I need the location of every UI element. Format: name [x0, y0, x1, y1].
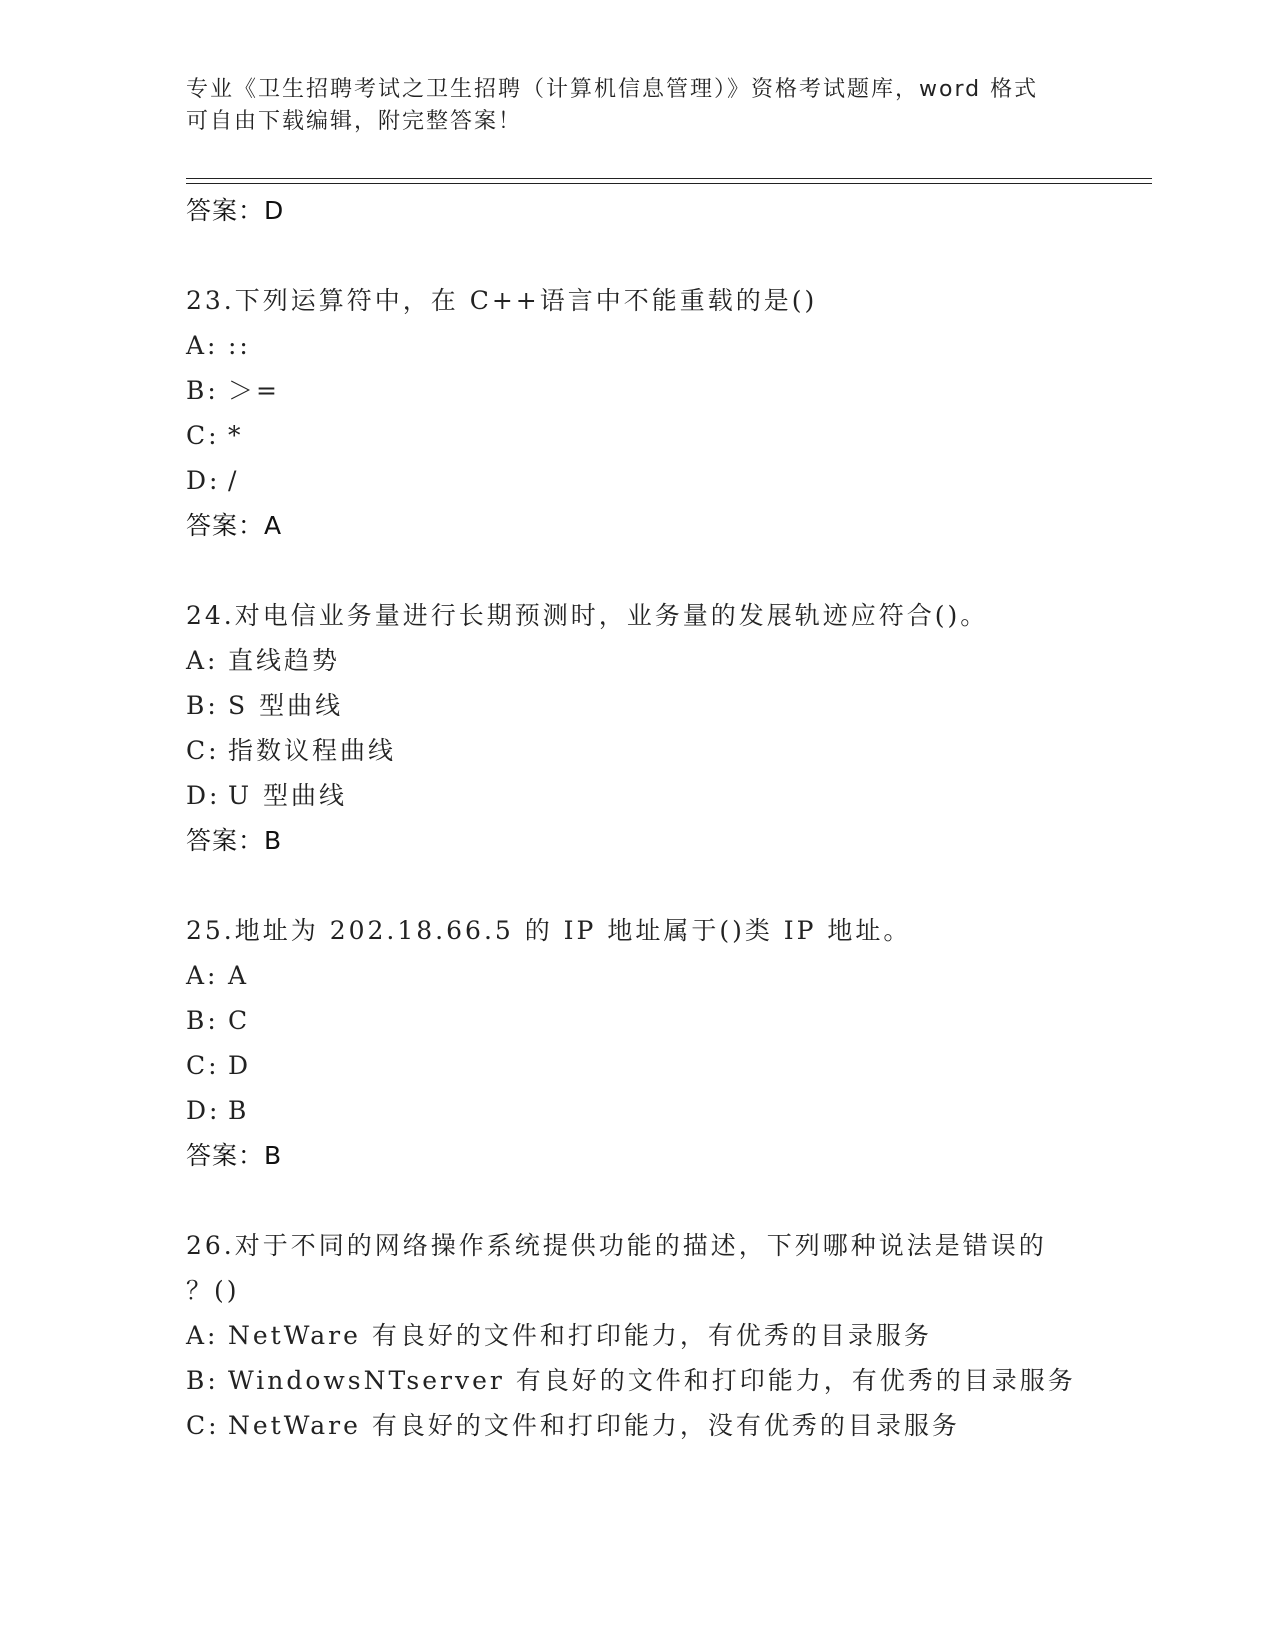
option-a [186, 953, 1086, 998]
option-b [186, 998, 1086, 1043]
previous-answer: 答案：D [186, 196, 285, 225]
question-list [186, 188, 1086, 1448]
header-line-2: 可自由下载编辑，附完整答案！ [186, 109, 523, 134]
answer-line: 答案：B [186, 1141, 283, 1170]
header-divider-bottom [186, 183, 1152, 184]
option-key: D: [186, 1096, 221, 1125]
option-text: 指数议程曲线 [228, 736, 397, 765]
option-key: A: [186, 1321, 219, 1350]
option-text: C [228, 1006, 251, 1035]
option-key: C: [186, 1051, 220, 1080]
question-stem-line-1: 26.对于不同的网络操作系统提供功能的描述，下列哪种说法是错误的 [186, 1231, 1047, 1260]
option-text: 直线趋势 [228, 646, 341, 675]
option-text: B [228, 1096, 250, 1125]
option-text: NetWare 有良好的文件和打印能力，有优秀的目录服务 [228, 1321, 932, 1350]
option-key: B: [186, 1366, 219, 1395]
option-key: D: [186, 781, 221, 810]
option-text: WindowsNTserver 有良好的文件和打印能力，有优秀的目录服务 [228, 1366, 1076, 1395]
option-a [186, 323, 1086, 368]
option-b [186, 368, 1086, 413]
option-key: B: [186, 1006, 219, 1035]
option-text: U 型曲线 [228, 781, 348, 810]
option-key: C: [186, 421, 220, 450]
option-key: B: [186, 691, 219, 720]
option-text: A [228, 961, 250, 990]
option-key: D: [186, 466, 221, 495]
option-key: C: [186, 736, 220, 765]
document-header [186, 74, 1086, 138]
option-text: :: [228, 331, 251, 360]
option-key: A: [186, 646, 219, 675]
option-text: ＞= [228, 376, 280, 405]
question-stem: 23.下列运算符中，在 C++语言中不能重载的是() [186, 286, 818, 315]
answer-line: 答案：B [186, 826, 283, 855]
option-b [186, 1358, 1086, 1403]
option-key: C: [186, 1411, 220, 1440]
option-b [186, 683, 1086, 728]
option-c [186, 1043, 1086, 1088]
question-24 [186, 593, 1086, 863]
option-d [186, 1088, 1086, 1133]
question-23 [186, 278, 1086, 548]
option-d [186, 773, 1086, 818]
option-c [186, 728, 1086, 773]
header-divider-top [186, 178, 1152, 179]
option-c [186, 1403, 1086, 1448]
question-stem: 25.地址为 202.18.66.5 的 IP 地址属于()类 IP 地址。 [186, 916, 912, 945]
answer-line: 答案：A [186, 511, 283, 540]
option-d [186, 458, 1086, 503]
option-a [186, 638, 1086, 683]
option-text: NetWare 有良好的文件和打印能力，没有优秀的目录服务 [228, 1411, 960, 1440]
option-c [186, 413, 1086, 458]
option-text: D [228, 1051, 252, 1080]
question-stem: 24.对电信业务量进行长期预测时，业务量的发展轨迹应符合()。 [186, 601, 989, 630]
option-key: A: [186, 331, 219, 360]
option-text: S 型曲线 [228, 691, 344, 720]
header-line-1: 专业《卫生招聘考试之卫生招聘（计算机信息管理）》资格考试题库，word 格式 [186, 77, 1039, 102]
question-26 [186, 1223, 1086, 1448]
question-25 [186, 908, 1086, 1178]
question-stem-line-2: ？() [186, 1276, 240, 1305]
option-text: * [228, 421, 244, 450]
option-key: A: [186, 961, 219, 990]
option-key: B: [186, 376, 219, 405]
option-text: / [228, 466, 240, 495]
option-a [186, 1313, 1086, 1358]
